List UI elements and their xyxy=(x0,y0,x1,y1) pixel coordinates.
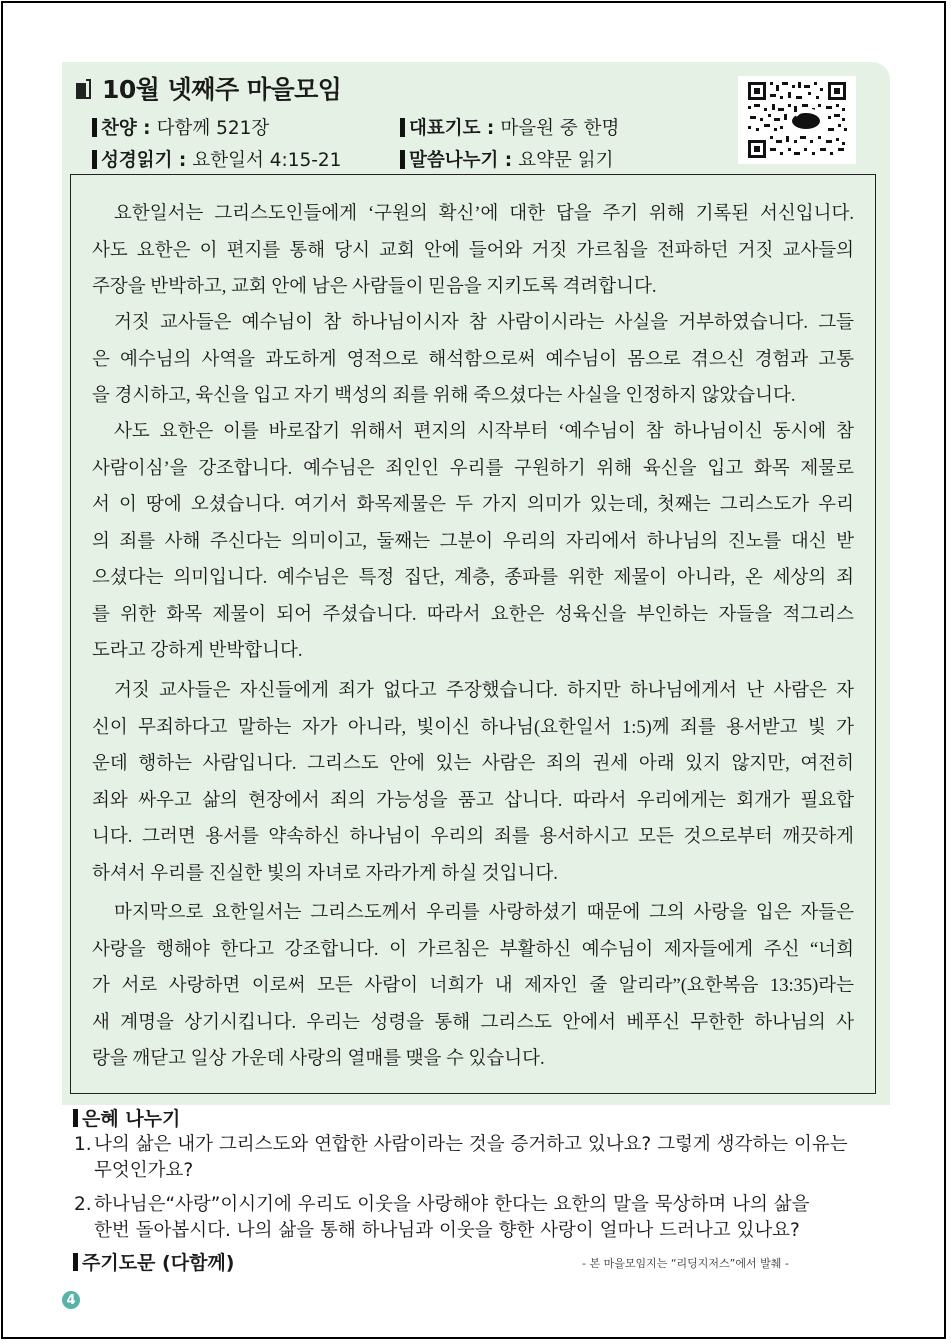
paragraph-2 xyxy=(92,305,854,415)
paragraph-4 xyxy=(92,673,854,892)
bullet-bar xyxy=(400,150,405,169)
info-value: 마을원 중 한명 xyxy=(500,118,620,139)
question-line: 하나님은“사랑”이시기에 우리도 이웃을 사랑해야 한다는 요한의 말을 묵상하며 나의 삶을 xyxy=(94,1194,810,1215)
text-line: 은 예수님의 사역을 과도하게 영적으로 해석함으로써 예수님이 몸으로 겪으신 경험과 고통 xyxy=(92,349,854,370)
info-label: 찬양 : xyxy=(101,118,151,139)
text-line: 랑을 깨닫고 일상 가운데 사랑의 열매를 맺을 수 있습니다. xyxy=(92,1049,545,1069)
info-label: 성경읽기 : xyxy=(101,150,187,171)
text-line: 거짓 교사들은 예수님이 참 하나님이시자 참 사람이시라는 사실을 거부하였습니다. 그들 xyxy=(114,313,854,333)
question-number: 1. xyxy=(74,1134,92,1155)
grace-sharing-heading xyxy=(73,1104,180,1131)
text-line: 마지막으로 요한일서는 그리스도께서 우리를 사랑하셨기 때문에 그의 사랑을 입은 자들은 xyxy=(114,903,854,923)
info-sharing xyxy=(400,146,613,172)
info-value: 요약문 읽기 xyxy=(518,150,614,171)
question-list xyxy=(74,1132,894,1244)
page-number: 4 xyxy=(62,1291,80,1309)
question-line: 무엇인가요? xyxy=(94,1160,194,1181)
text-line: 으셨다는 의미입니다. 예수님은 특정 집단, 계층, 종파를 위한 제물이 아니라, 온 세상의 죄 xyxy=(92,568,854,588)
book-icon xyxy=(76,77,92,99)
text-line: 의 죄를 사해 주신다는 의미이고, 둘째는 그분이 우리의 자리에서 하나님의 진노를 대신 받 xyxy=(92,531,854,552)
heading-text: 은혜 나누기 xyxy=(82,1108,181,1130)
text-line: 거짓 교사들은 자신들에게 죄가 없다고 주장했습니다. 하지만 하나님에게서 난 사람은 자 xyxy=(114,681,854,701)
source-footnote: - 본 마을모임지는 “리딩지저스”에서 발췌 - xyxy=(582,1257,789,1270)
lords-prayer-heading xyxy=(73,1248,234,1275)
paragraph-3 xyxy=(92,414,854,670)
bullet-bar xyxy=(92,118,97,137)
text-line: 운데 행하는 사람입니다. 그리스도 안에 있는 사람은 죄의 권세 아래 있지 않지만, 여전히 xyxy=(92,754,854,774)
title-text: 10월 넷째주 마을모임 xyxy=(102,75,342,104)
info-value: 요한일서 4:15-21 xyxy=(192,150,342,171)
bullet-bar xyxy=(73,1109,78,1127)
text-line: 서 이 땅에 오셨습니다. 여기서 화목제물은 두 가지 의미가 있는데, 첫째는 그리스도가 우리 xyxy=(92,495,854,515)
question-number: 2. xyxy=(74,1194,92,1215)
info-label: 말씀나누기 : xyxy=(409,150,513,171)
text-line: 주장을 반박하고, 교회 안에 남은 사람들이 믿음을 지키도록 격려합니다. xyxy=(92,277,657,297)
text-line: 신이 무죄하다고 말하는 자가 아니라, 빛이신 하나님(요한일서 1:5)께 죄를 용서받고 빛 가 xyxy=(92,717,854,738)
text-line: 을 경시하고, 육신을 입고 자기 백성의 죄를 위해 죽으셨다는 사실을 인정하지 않았습니다. xyxy=(92,386,796,406)
text-line: 죄와 싸우고 삶의 현장에서 죄의 가능성을 품고 삽니다. 따라서 우리에게는 회개가 필요합 xyxy=(92,790,854,811)
text-line: 니다. 그러면 용서를 약속하신 하나님이 우리의 죄를 용서하시고 모든 것으로부터 깨끗하게 xyxy=(92,827,854,847)
text-line: 를 위한 화목 제물이 되어 주셨습니다. 따라서 요한은 성육신을 부인하는 자들을 적그리스 xyxy=(92,604,854,625)
text-line: 사도 요한은 이 편지를 통해 당시 교회 안에 들어와 거짓 가르침을 전파하던 거짓 교사들의 xyxy=(92,240,854,261)
text-line: 가 서로 사랑하면 이로써 모든 사람이 너희가 내 제자인 줄 알리라”(요한복음 13:35)라는 xyxy=(92,976,854,996)
info-prayer-leader xyxy=(400,114,619,140)
paragraph-5 xyxy=(92,895,854,1078)
text-line: 도라고 강하게 반박합니다. xyxy=(92,641,303,661)
text-line: 사도 요한은 이를 바로잡기 위해서 편지의 시작부터 ‘예수님이 참 하나님이신 동시에 참 xyxy=(114,422,854,442)
bullet-bar xyxy=(400,118,405,137)
text-line: 요한일서는 그리스도인들에게 ‘구원의 확신’에 대한 답을 주기 위해 기록된 서신입니다. xyxy=(114,204,854,224)
qr-code-icon[interactable] xyxy=(738,76,856,164)
question-line: 나의 삶은 내가 그리스도와 연합한 사람이라는 것을 증거하고 있나요? 그렇게 생각하는 이유는 xyxy=(94,1134,848,1155)
info-hymn xyxy=(92,114,269,140)
info-scripture xyxy=(92,146,341,172)
bullet-bar xyxy=(73,1253,78,1271)
page-title xyxy=(76,70,341,106)
heading-text: 주기도문 (다함께) xyxy=(82,1252,235,1274)
question-item xyxy=(74,1132,894,1184)
text-line: 사랑을 행해야 한다고 강조합니다. 이 가르침은 부활하신 예수님이 제자들에게 주신 “너희 xyxy=(92,939,854,960)
text-line: 사람이심’을 강조합니다. 예수님은 죄인인 우리를 구원하기 위해 육신을 입고 화목 제물로 xyxy=(92,458,854,479)
bullet-bar xyxy=(92,150,97,169)
text-line: 하셔서 우리를 진실한 빛의 자녀로 자라가게 하실 것입니다. xyxy=(92,863,558,884)
question-line: 한번 돌아봅시다. 나의 삶을 통해 하나님과 이웃을 향한 사랑이 얼마나 드러나고 있나요? xyxy=(94,1220,800,1241)
info-label: 대표기도 : xyxy=(409,118,495,139)
text-line: 새 계명을 상기시킵니다. 우리는 성령을 통해 그리스도 안에서 베푸신 무한한 하나님의 사 xyxy=(92,1012,854,1033)
info-value: 다함께 521장 xyxy=(156,118,270,139)
question-item xyxy=(74,1192,894,1244)
paragraph-1 xyxy=(92,196,854,306)
